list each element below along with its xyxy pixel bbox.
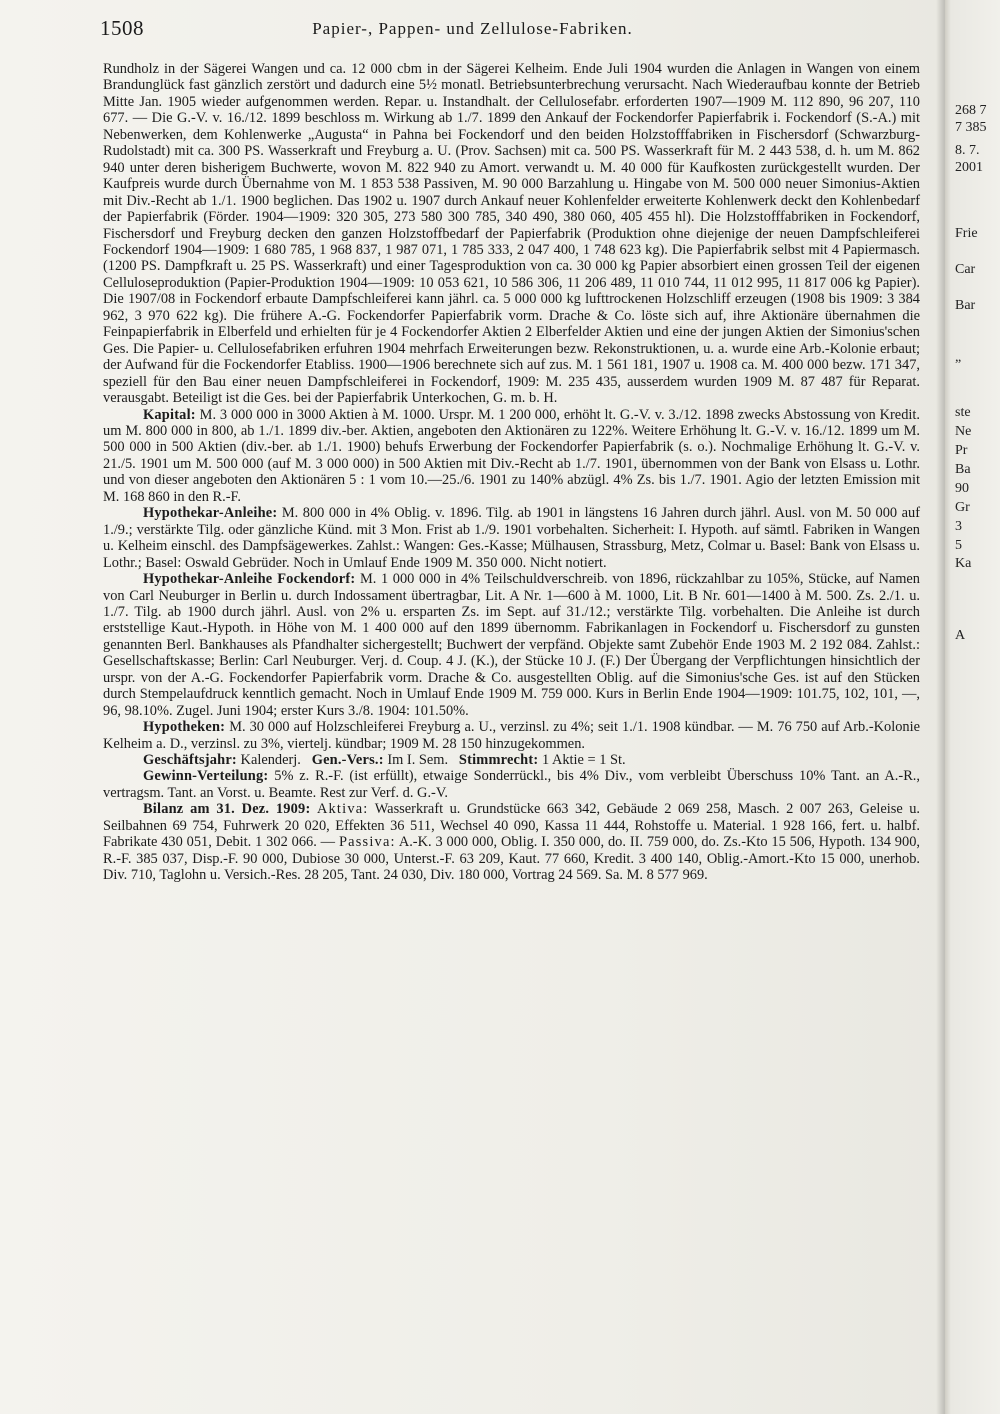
adjacent-fragment: Ne [955,424,972,439]
gen-vers-label: Gen.-Vers.: [311,752,384,769]
gewinn-verteilung-label: Gewinn-Verteilung: [143,768,269,785]
hypotheken-section [103,719,920,752]
geschaeftsjahr-text: Kalenderj. [240,752,301,769]
adjacent-fragment: Gr [955,500,970,515]
running-head: Papier-, Pappen- und Zellulose-Fabriken. [312,19,633,38]
adjacent-fragment: Ba [955,462,971,477]
hypothekar-anleihe-text: M. 800 000 in 4% Oblig. v. 1896. Tilg. ab 1901 in längstens 16 Jahren durch jährl. Ausl. von M. 50 000 auf 1./9.; verstärkte Tilg. oder gänzliche Künd. mit 3 Mon. Frist ab 1./9. 1901 vorbehalten. Sicherheit: I. Hypoth. auf sämtl. Fabriken in Wangen u. Kelheim einschl. des Dampfsägewerkes. Zahlst.: Wangen: Ges.-Kasse; Mülhausen, Strassburg, Metz, Colmar u. Basel: Bank von Elsass u. Lothr.; Basel: Oswald Gebrüder. Noch in Umlauf Ende 1909 M. 350 000. Nicht notiert. [103,505,920,571]
adjacent-fragment: Pr [955,443,968,458]
page-header [0,10,945,46]
adjacent-fragment: 268 7 [955,103,987,118]
adjacent-fragment: Car [955,262,976,277]
adjacent-fragment: 7 385 [955,120,987,135]
adjacent-fragment: Ka [955,556,972,571]
hypothekar-anleihe-section [103,505,920,571]
gen-vers-text: Im I. Sem. [387,752,449,769]
adjacent-fragment: 5 [955,538,962,553]
adjacent-fragment: 2001 [955,160,983,175]
hypothekar-anleihe-label: Hypothekar-Anleihe: [143,505,278,522]
main-text-column [103,61,920,884]
aktiva-text: Wasserkraft u. Grundstücke 663 342, Gebäude 2 069 258, Masch. 2 007 263, Geleise u. Seilbahnen 69 754, Fuhrwerk 20 020, Effekten 36 511, Wechsel 40 090, Kassa 11 444, Rohstoffe u. Material. 1 928 166, fert. u. halbf. Fabrikate 430 051, Debit. 1 302 066. — [103,801,920,851]
adjacent-fragment: 8. 7. [955,143,980,158]
gewinn-verteilung-text: 5% z. R.-F. (ist erfüllt), etwaige Sonderrückl., bis 4% Div., vom verbleibt Überschuss 10% Tant. an A.-R., vertragsm. Tant. an Vorst. u. Beamte. Rest zur Verf. d. G.-V. [103,768,920,801]
hypotheken-text: M. 30 000 auf Holzschleiferei Freyburg a. U., verzinsl. zu 4%; seit 1./1. 1908 kündbar. — M. 76 750 auf Arb.-Kolonie Kelheim a. D., verzinsl. zu 3%, viertelj. kündbar; 1909 M. 28 150 hinzugekommen. [103,719,920,752]
gewinn-verteilung-section [103,768,920,801]
kapital-label: Kapital: [143,406,196,423]
bilanz-section [103,801,920,883]
company-description-paragraph: Rundholz in der Sägerei Wangen und ca. 12 000 cbm in der Sägerei Kelheim. Ende Juli 1904 wurden die Anlagen in Wangen von einem Brandunglück fast gänzlich zerstört und dadurch eine 5½ monatl. Betriebsunterbrechung verursacht. Nach Wiederaufbau konnte der Betrieb Mitte Jan. 1905 wieder aufgenommen werden. Repar. u. Instandhalt. der Cellulosefabr. erforderten 1907—1909 M. 112 890, 96 207, 110 677. — Die G.-V. v. 16./12. 1899 beschloss m. Wirkung ab 1./7. 1899 den Ankauf der Fockendorfer Papierfabrik i. Fockendorf (S.-A.) mit Nebenwerken, dem Kohlenwerke „Augusta“ in Pahna bei Fockendorf und den beiden Holzstofffabriken in Fischersdorf (Schwarzburg-Rudolstadt) mit ca. 300 PS. Wasserkraft und Freyburg a. U. (Prov. Sachsen) mit ca. 500 PS. Wasserkraft für M. 2 443 538, d. h. um M. 862 940 unter deren bisherigem Buchwerte, wovon M. 822 940 zu Amort. verwandt u. M. 40 000 für Kaufkosten zurückgestellt wurden. Der Kaufpreis wurde durch Übernahme von M. 1 853 538 Passiven, M. 90 000 Barzahlung u. Hingabe von M. 500 000 neuer Simonius-Aktien mit Div.-Recht ab 1./1. 1900 beglichen. Das 1902 u. 1907 durch Ankauf neuer Kohlenfelder erweiterte Kohlenwerk deckt den Kohlenbedarf der Papierfabrik (Förder. 1904—1909: 320 305, 273 580 300 785, 340 490, 380 060, 405 455 hl). Die Holzstofffabriken in Fockendorf, Fischersdorf und Freyburg decken den ganzen Holzstoffbedarf der Papierfabrik (Produktion ohne diejenige der neuen Dampfschleiferei Fockendorf 1904—1909: 1 680 785, 1 968 837, 1 987 071, 1 785 333, 2 047 400, 1 748 623 kg). Die Papierfabrik selbst mit 4 Papiermasch. (1200 PS. Dampfkraft u. 25 PS. Wasserkraft) und einer Tagesproduktion von ca. 30 000 kg Papier absorbiert einen grossen Teil der eigenen Celluloseproduktion (Papier-Produktion 1904—1909: 10 053 621, 10 586 306, 11 206 489, 11 010 744, 11 012 995, 11 817 006 kg Papier). Die 1907/08 in Fockendorf erbaute Dampfschleiferei kann jährl. ca. 5 000 000 kg lufttrockenen Holzschliff erzeugen (1908 bis 1909: 3 384 962, 3 970 622 kg). Die frühere A.-G. Fockendorfer Papierfabrik vorm. Drache & Co. löste sich auf, ihre Aktionäre übernahmen die Feinpapierfabrik in Elberfeld und erhielten für je 4 Fockendorfer Aktien 2 Elberfelder Aktien und eine der jungen Aktien der Simonius'schen Ges. Die Papier- u. Cellulosefabriken erfuhren 1904 mehrfach Erweiterungen bezw. Rekonstruktionen, u. a. wurde eine Arb.-Kolonie erbaut; der Aufwand für die Fockendorfer Etabliss. 1900—1906 berechnete sich auf zus. M. 1 561 181, 1907 u. 1908 ca. M. 400 000 bezw. 171 347, speziell für den Bau einer neuen Dampfschleiferei in Fockendorf, 1909: M. 235 435, ausserdem wurden 1909 M. 87 487 für Reparat. verausgabt. Beteiligt ist die Ges. bei der Papierfabrik Unterkochen, G. m. b. H. [103,61,920,407]
passiva-text: A.-K. 3 000 000, Oblig. I. 350 000, do. II. 759 000, do. Zs.-Kto 15 506, Hypoth. 134 900, R.-F. 385 037, Disp.-F. 90 000, Dubiose 30 000, Unterst.-F. 63 209, Kaut. 77 660, Kredit. 3 400 140, Oblig.-Amort.-Kto 15 000, unerhob. Div. 710, Taglohn u. Versich.-Res. 28 205, Tant. 24 030, Div. 180 000, Vortrag 24 569. Sa. M. 8 577 969. [103,834,920,884]
hypothekar-anleihe-fockendorf-text: M. 1 000 000 in 4% Teilschuldverschreib. von 1896, rückzahlbar zu 105%, Stücke, auf Namen von Carl Neuburger in Berlin u. durch Indossament übertragbar, Lit. A Nr. 1—600 à M. 1000, Lit. B Nr. 601—1400 à M. 500. Zs. 2./1. u. 1./7. Tilg. ab 1900 durch jährl. Ausl. von 2% u. ersparten Zs. im Sept. auf 31./12.; verstärkte Tilg. vorbehalten. Die Anleihe ist durch erststellige Kaut.-Hypoth. in Höhe von M. 1 400 000 auf den 1899 übernomm. Fabrikanlagen in Fockendorf u. Fischersdorf zu gunsten genannten Berl. Bankhauses als Pfandhalter sichergestellt; Buchwert der verpfänd. Objekte samt Zubehör Ende 1903 M. 2 192 084. Zahlst.: Gesellschaftskasse; Berlin: Carl Neuburger. Verj. d. Coup. 4 J. (K.), der Stücke 10 J. (F.) Der Übergang der Verpflichtungen hinsichtlich der urspr. von der A.-G. Fockendorfer Papierfabrik vorm. Drache & Co. ausgestellten Oblig. auf die Simonius'sche Ges. ist auf den Stücken durch Stempelaufdruck kenntlich gemacht. Noch in Umlauf Ende 1909 M. 759 000. Kurs in Berlin Ende 1904—1909: 101.75, 102, 101, —, 96, 98.10%. Zugel. Juni 1904; erster Kurs 3./8. 1904: 101.50%. [103,571,920,719]
passiva-label: Passiva: [338,834,396,851]
geschaeftsjahr-label: Geschäftsjahr: [143,752,237,769]
adjacent-fragment: Bar [955,298,976,313]
adjacent-fragment: „ [955,350,962,365]
adjacent-fragment: Frie [955,226,978,241]
bilanz-label: Bilanz am 31. Dez. 1909: [143,801,311,818]
hypothekar-anleihe-fockendorf-section [103,571,920,719]
geschaeftsjahr-line [103,752,920,768]
hypotheken-label: Hypotheken: [143,719,226,736]
aktiva-label: Aktiva: [316,801,369,818]
hypothekar-anleihe-fockendorf-label: Hypothekar-Anleihe Fockendorf: [143,571,356,588]
stimmrecht-text: 1 Aktie = 1 St. [541,752,626,769]
page-number: 1508 [100,16,144,40]
adjacent-page-strip [945,0,1000,1414]
adjacent-fragment: ste [955,405,971,420]
kapital-text: M. 3 000 000 in 3000 Aktien à M. 1000. Urspr. M. 1 200 000, erhöht lt. G.-V. v. 3./12. 1898 zwecks Abstossung von Kredit. um M. 800 000 in 800, ab 1./1. 1899 div.-ber. Aktien, angeboten den Aktionären zu 122%. Weitere Erhöhung lt. G.-V. v. 16./12. 1899 um M. 500 000 in 500 Aktien (div.-ber. ab 1./1. 1900) behufs Erwerbung der Fockendorfer Papierfabrik (s. o.). Nochmalige Erhöhung lt. G.-V. v. 21./5. 1901 um M. 500 000 (auf M. 3 000 000) in 500 Aktien mit Div.-Recht ab 1./7. 1901, übernommen von der Bank von Elsass u. Lothr. und von dieser angeboten den Aktionären 5 : 1 vom 10.—25./6. 1901 zu 140% abzügl. 4% Zs. bis 1./7. 1901. Agio der letzten Emission mit M. 168 860 in den R.-F. [103,406,920,505]
kapital-section [103,407,920,506]
adjacent-fragment: 90 [955,481,969,496]
adjacent-fragment: 3 [955,519,962,534]
adjacent-fragment: A [955,628,966,643]
stimmrecht-label: Stimmrecht: [458,752,539,769]
